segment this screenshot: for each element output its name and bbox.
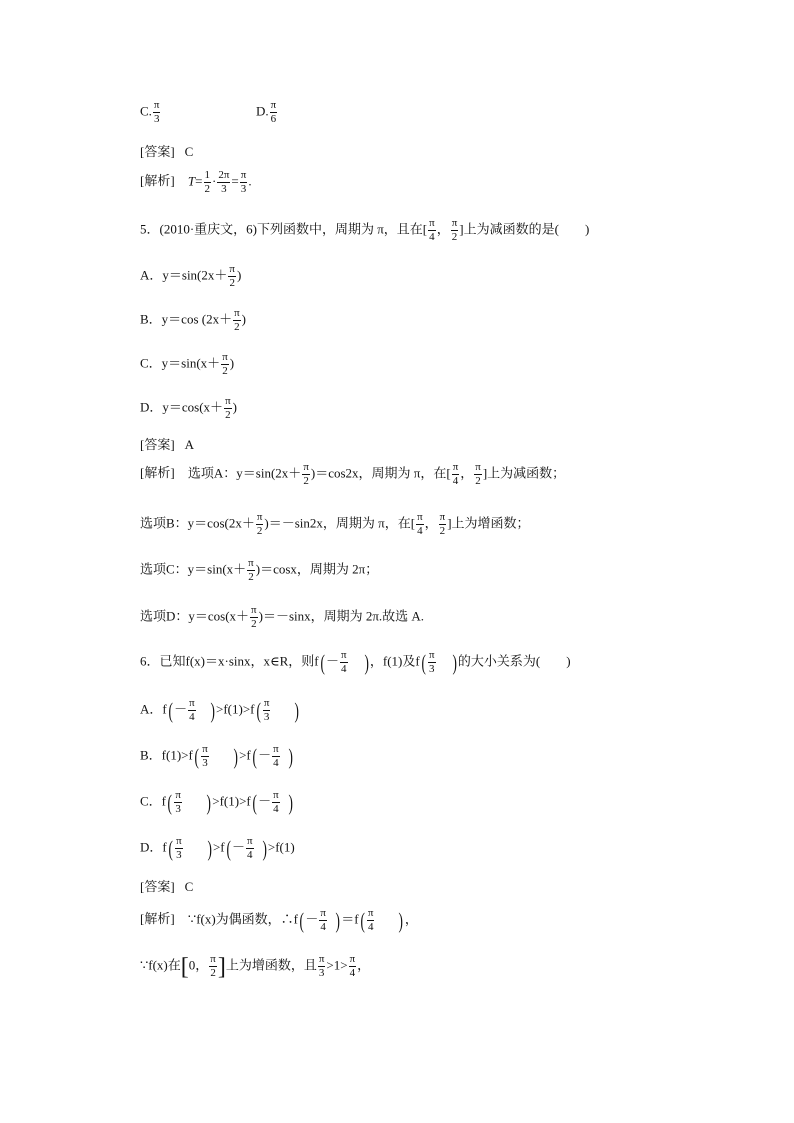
q6-option-d: D．f( $\frac{\pi}{3}$ )>f(－ $\frac{\pi}{4}$ )>f(1) — [140, 835, 295, 861]
q5-answer: [答案] A — [140, 437, 195, 452]
q6-option-a: A．f(－ $\frac{\pi}{4}$ )>f(1)>f( $\frac{\pi}{3}$ ) — [140, 697, 300, 723]
q6-option-c: C．f( $\frac{\pi}{3}$ )>f(1)>f(－ $\frac{\pi}{4}$ ) — [140, 789, 293, 815]
q5-option-c: C．y＝sin(x＋ $\frac{\pi}{2}$ ) — [140, 351, 235, 377]
q4-options-row — [140, 100, 278, 125]
option-d-label: D. — [255, 103, 269, 119]
option-d-fraction: $\frac{\pi}{6}$ — [270, 99, 277, 125]
q5-analysis-b: 选项B：y＝cos(2x＋ $\frac{\pi}{2}$ )＝－sin2x，周期为 π，在[ $\frac{\pi}{4}$ ， $\frac{\pi}{2}$ ]上为增函数； — [140, 511, 530, 537]
q5-analysis-d: 选项D：y＝cos(x＋ $\frac{\pi}{2}$ )＝－sinx，周期为 2π.故选 A. — [140, 604, 425, 630]
option-c-fraction: $\frac{\pi}{3}$ — [153, 99, 160, 125]
q6-stem: 6．已知f(x)＝x·sinx，x∈R，则f(－ $\frac{\pi}{4}$ )，f(1)及f( $\frac{\pi}{3}$ )的大小关系为( ) — [140, 649, 571, 675]
q5-analysis-c: 选项C：y＝sin(x＋ $\frac{\pi}{2}$ )＝cosx，周期为 2π； — [140, 557, 379, 583]
q4-analysis: [解析] T= $\frac{1}{2}$ · $\frac{2\pi}{3}$ = $\frac{\pi}{3}$ . — [140, 169, 252, 195]
q5-option-b: B．y＝cos (2x＋ $\frac{\pi}{2}$ ) — [140, 307, 246, 333]
q6-answer: [答案] C — [140, 879, 194, 894]
q5-option-d: D．y＝cos(x＋ $\frac{\pi}{2}$ ) — [140, 395, 237, 421]
q5-analysis-a: [解析] 选项A：y＝sin(2x＋ $\frac{\pi}{2}$ )＝cos2x，周期为 π，在[ $\frac{\pi}{4}$ ， $\frac{\pi}{2}$ ]上为减函数； — [140, 461, 566, 487]
q5-option-a: A．y＝sin(2x＋ $\frac{\pi}{2}$ ) — [140, 263, 242, 289]
q6-analysis-2: ∵f(x)在[0， $\frac{\pi}{2}$ ]上为增函数，且 $\frac{\pi}{3}$ >1> $\frac{\pi}{4}$ ， — [140, 953, 371, 980]
q6-option-b: B．f(1)>f( $\frac{\pi}{3}$ )>f(－ $\frac{\pi}{4}$ ) — [140, 743, 293, 769]
option-c-label: C. — [140, 103, 152, 119]
q6-analysis-1: [解析] ∵f(x)为偶函数，∴f(－ $\frac{\pi}{4}$ )＝f( $\frac{\pi}{4}$ )， — [140, 907, 418, 933]
q5-stem: 5．(2010·重庆文，6)下列函数中，周期为 π，且在[ $\frac{\pi}{4}$ ， $\frac{\pi}{2}$ ]上为减函数的是( ) — [140, 217, 590, 243]
q4-answer: [答案] C — [140, 144, 194, 159]
